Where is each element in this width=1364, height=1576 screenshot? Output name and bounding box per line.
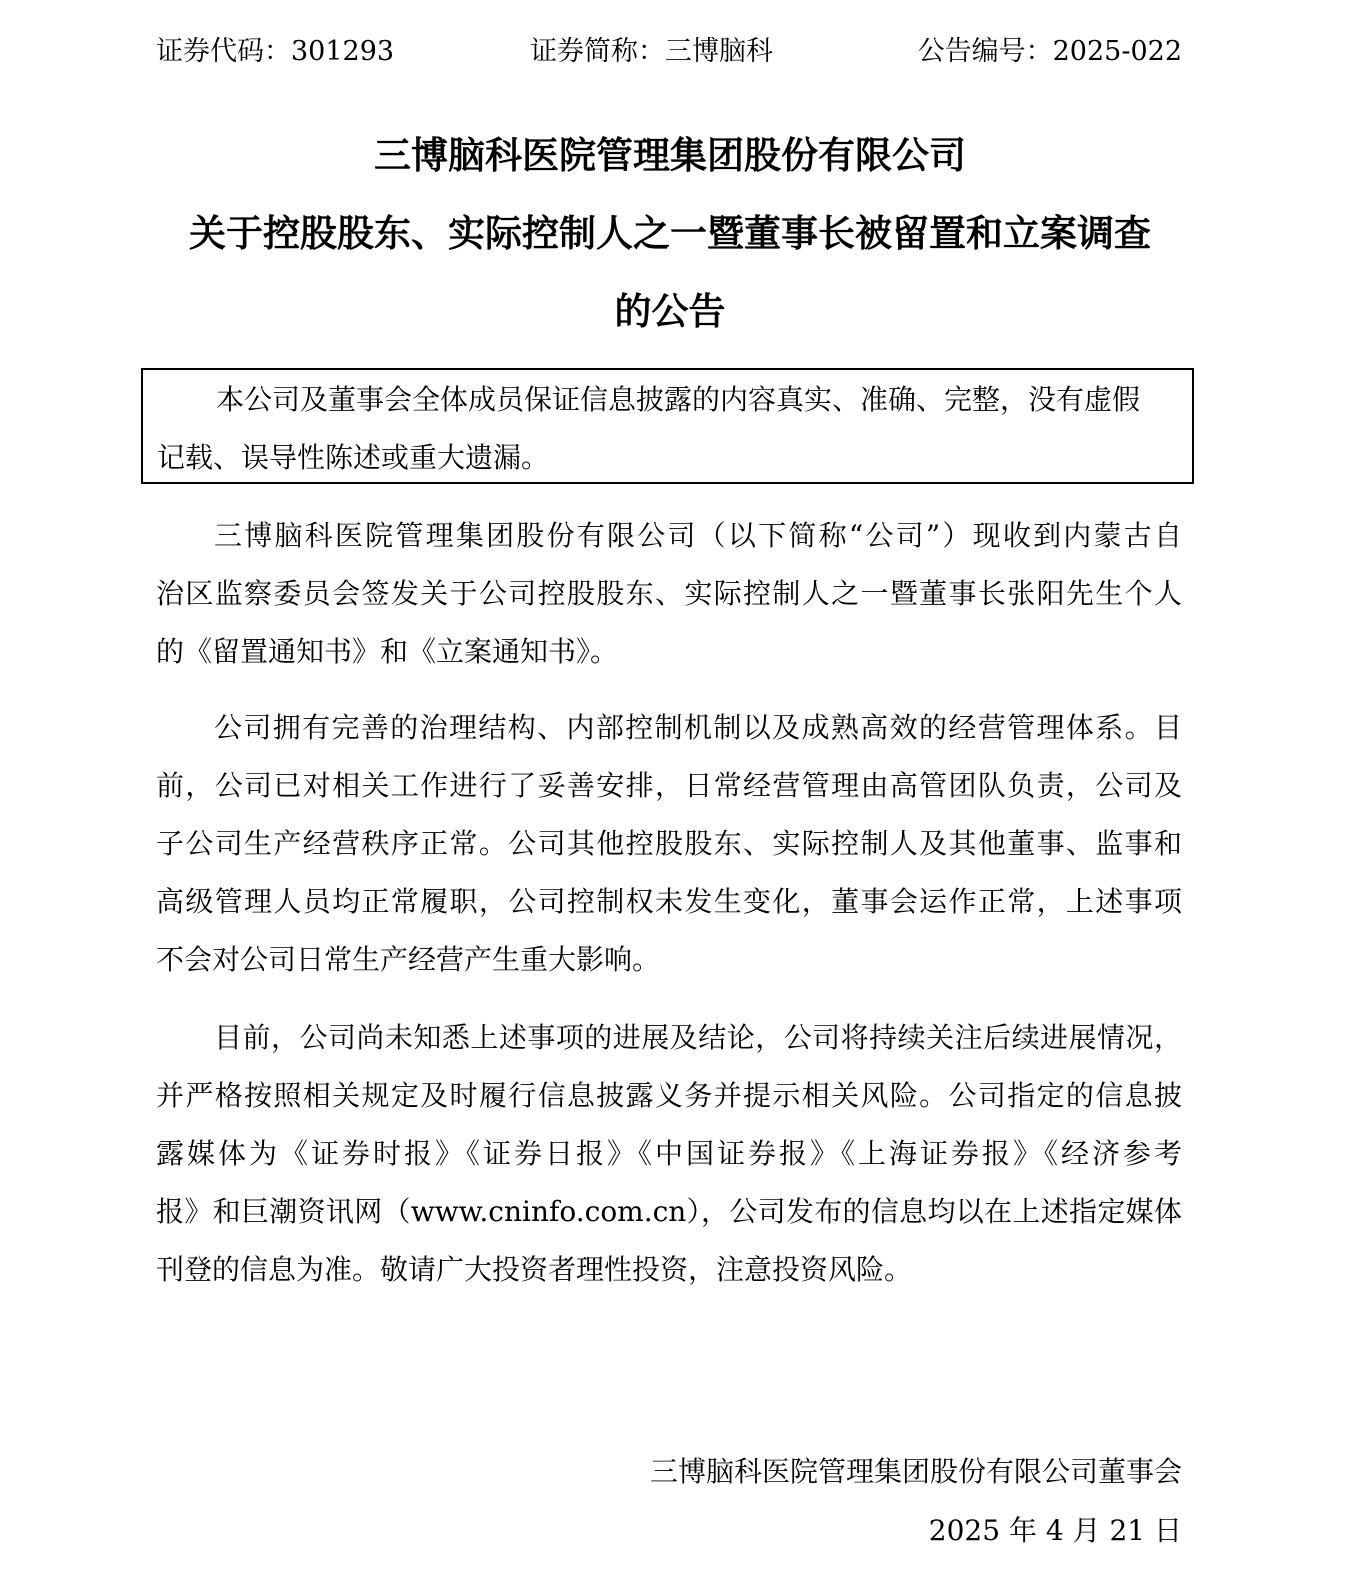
paragraph-line: 报》和巨潮资讯网（www.cninfo.com.cn），公司发布的信息均以在上述指定媒体 [156,1195,1182,1228]
paragraph-line: 不会对公司日常生产经营产生重大影响。 [156,943,661,976]
paragraph-line: 子公司生产经营秩序正常。公司其他控股股东、实际控制人及其他董事、监事和 [156,827,1182,860]
disclosure-statement-box [141,368,1194,484]
title-subject: 关于控股股东、实际控制人之一暨董事长被留置和立案调查 [189,212,1151,255]
stock-abbreviation: 证券简称：三博脑科 [530,36,773,67]
paragraph-line: 三博脑科医院管理集团股份有限公司（以下简称“公司”）现收到内蒙古自 [214,519,1182,552]
document-header [156,32,1182,72]
title-suffix: 的公告 [614,290,726,333]
announcement-number: 公告编号：2025-022 [917,36,1182,67]
disclosure-statement-line: 记载、误导性陈述或重大遗漏。 [157,441,550,474]
stock-code: 证券代码：301293 [156,36,395,67]
paragraph-line: 高级管理人员均正常履职，公司控制权未发生变化，董事会运作正常，上述事项 [156,885,1182,918]
paragraph-line: 公司拥有完善的治理结构、内部控制机制以及成熟高效的经营管理体系。目 [214,711,1182,744]
paragraph-line: 刊登的信息为准。敬请广大投资者理性投资，注意投资风险。 [156,1253,913,1286]
paragraph-line: 治区监察委员会签发关于公司控股股东、实际控制人之一暨董事长张阳先生个人 [156,577,1182,610]
signature-date: 2025 年 4 月 21 日 [928,1514,1182,1547]
paragraph-line: 露媒体为《证券时报》《证券日报》《中国证券报》《上海证券报》《经济参考 [156,1137,1182,1170]
paragraph-line: 的《留置通知书》和《立案通知书》。 [156,635,619,668]
title-company: 三博脑科医院管理集团股份有限公司 [374,134,966,177]
disclosure-statement-line: 本公司及董事会全体成员保证信息披露的内容真实、准确、完整，没有虚假 [216,383,1141,416]
paragraph-line: 前，公司已对相关工作进行了妥善安排，日常经营管理由高管团队负责，公司及 [156,769,1182,802]
signature-board: 三博脑科医院管理集团股份有限公司董事会 [649,1455,1182,1488]
paragraph-line: 目前，公司尚未知悉上述事项的进展及结论，公司将持续关注后续进展情况， [214,1021,1182,1054]
paragraph-line: 并严格按照相关规定及时履行信息披露义务并提示相关风险。公司指定的信息披 [156,1079,1182,1112]
